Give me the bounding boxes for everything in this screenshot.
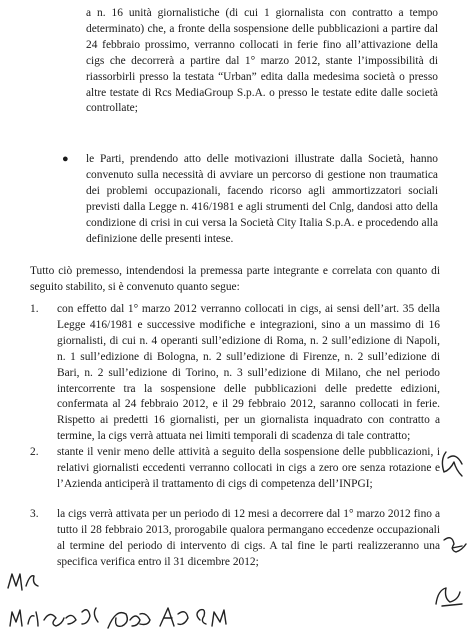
list-item-text: la cigs verrà attivata per un periodo di 12 mesi a decorrere dal 1° marzo 2012 fino a tutto il 28 febbraio 2013, prorogabile qualora permangano eccedenze occupazionali al termine del periodo di intervento di cigs. A tal fine le parti realizzeranno una specifica verifica entro il 31 dicembre 2012; (57, 507, 440, 568)
list-item-number: 1. (30, 303, 39, 315)
bullet-icon: ● (62, 153, 69, 165)
list-item (30, 445, 440, 493)
list-item-number: 3. (30, 507, 39, 520)
list-item (30, 302, 440, 445)
paragraph-continuation: a n. 16 unità giornalistiche (di cui 1 giornalista con contratto a tempo determinato) che, a fronte della sospensione delle pubblicazioni a partire dal 24 febbraio prossimo, verranno collocati in ferie fino all’attivazione della cigs che decorrerà a partire dal 1° marzo 2012, stante l’impossibilità di riassorbirli presso la testata “Urban” edita dalla medesima società o presso altre testate di Rcs MediaGroup S.p.A. o presso le testate edite dalle società controllate; (86, 7, 438, 115)
numbered-list (30, 302, 440, 571)
list-item-text: stante il venir meno delle attività a seguito della sospensione delle pubblicazioni, i relativi giornalisti eccedenti verranno collocati in cigs a zero ore senza rotazione e l’Azienda anticiperà il trattamento di cigs di competenza dell’INPGI; (57, 446, 440, 490)
list-item (30, 507, 440, 571)
premise-paragraph: Tutto ciò premesso, intendendosi la premessa parte integrante e correlata con quanto di seguito stabilito, si è convenuto quanto segue: (30, 265, 440, 293)
signature-bottom-row (10, 608, 226, 628)
signature-left-1 (8, 574, 38, 590)
bullet-text: le Parti, prendendo atto delle motivazioni illustrate dalla Società, hanno convenuto sulla necessità di avviare un percorso di gestione non traumatica dei problemi occupazionali, facendo ricorso agli ammortizzatori sociali previsti dalla Legge n. 416/1981 e agli strumenti del Cnlg, dandosi atto della condizione di crisi in cui versa la Società City Italia S.p.A. e procedendo alla definizione delle presenti intese. (86, 153, 438, 245)
signature-right-2 (444, 538, 466, 552)
signature-right-1 (442, 452, 462, 476)
list-item-number: 2. (30, 446, 39, 459)
list-item-text: con effetto dal 1° marzo 2012 verranno collocati in cigs, ai sensi dell’art. 35 della Legge 416/1981 e successive modifiche e integrazioni, sino a un massimo di 16 giornalisti, di cui n. 4 operanti sull’edizione di Roma, n. 2 sull’edizione di Napoli, n. 1 sull’edizione di Bologna, n. 2 sull’edizione di Firenze, n. 2 sull’edizione di Bari, n. 2 sull’edizione di Torino, n. 3 sull’edizione di Milano, che nel periodo intercorrente tra la sospensione delle pubblicazioni delle predette edizioni, confermata al 24 febbraio 2012, e il 29 febbraio 2012, saranno collocati in ferie. Rispetto ai predetti 16 giornalisti, per un giornalista inquadrato con contratto a termine, la cigs verrà attuata nei limiti temporali di scadenza di tale contratto; (57, 303, 440, 443)
signature-right-3 (436, 588, 462, 606)
